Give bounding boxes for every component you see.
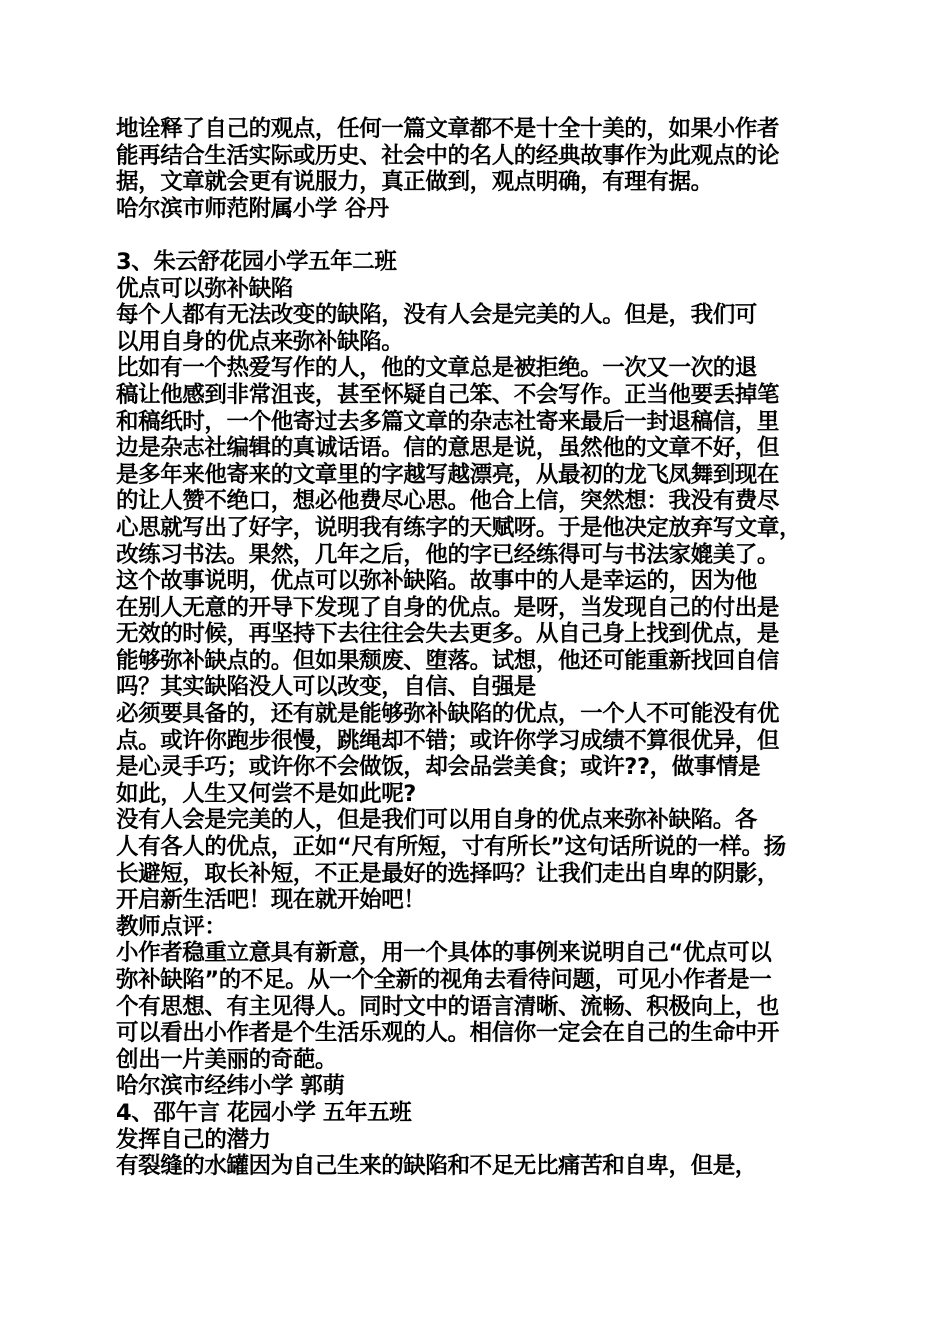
paragraph xyxy=(116,807,851,913)
text-line: 如此，人生又何尝不是如此呢? xyxy=(116,780,416,807)
text-line: 发挥自己的潜力 xyxy=(116,1126,271,1153)
text-line: 改练习书法。果然，几年之后，他的字已经练得可与书法家媲美了。 xyxy=(116,541,780,568)
paragraph xyxy=(116,1100,851,1127)
text-line: 能再结合生活实际或历史、社会中的名人的经典故事作为此观点的论 xyxy=(116,142,780,169)
text-line: 吗？其实缺陷没人可以改变，自信、自强是 xyxy=(116,674,536,701)
text-line: 是心灵手巧；或许你不会做饭，却会品尝美食；或许??，做事情是 xyxy=(116,754,761,781)
paragraph xyxy=(116,1153,851,1180)
text-line: 无效的时候，再坚持下去往往会失去更多。从自己身上找到优点，是 xyxy=(116,621,780,648)
paragraph xyxy=(116,276,851,303)
text-line: 是多年来他寄来的文章里的字越写越漂亮，从最初的龙飞凤舞到现在 xyxy=(116,461,780,488)
paragraph xyxy=(116,568,851,701)
text-line: 人有各人的优点，正如“尺有所短，寸有所长”这句话所说的一样。扬 xyxy=(116,834,786,861)
blank-line xyxy=(116,222,851,249)
text-line: 可以看出小作者是个生活乐观的人。相信你一定会在自己的生命中开 xyxy=(116,1020,780,1047)
text-line: 创出一片美丽的奇葩。 xyxy=(116,1046,338,1073)
paragraph xyxy=(116,1073,851,1100)
text-line: 哈尔滨市经纬小学 郭萌 xyxy=(116,1073,345,1100)
text-line: 地诠释了自己的观点，任何一篇文章都不是十全十美的，如果小作者 xyxy=(116,116,780,142)
text-line: 没有人会是完美的人，但是我们可以用自身的优点来弥补缺陷。各 xyxy=(116,807,757,834)
paragraph xyxy=(116,196,851,223)
text-line: 4、邵午言 花园小学 五年五班 xyxy=(116,1099,412,1126)
text-line: 教师点评： xyxy=(116,913,227,940)
text-line: 这个故事说明，优点可以弥补缺陷。故事中的人是幸运的，因为他 xyxy=(116,568,757,595)
text-line: 的让人赞不绝口，想必他费尽心思。他合上信，突然想：我没有费尽 xyxy=(116,488,780,515)
text-line: 小作者稳重立意具有新意，用一个具体的事例来说明自己“优点可以 xyxy=(116,940,772,967)
text-line: 以用自身的优点来弥补缺陷。 xyxy=(116,328,404,355)
text-line: 必须要具备的，还有就是能够弥补缺陷的优点，一个人不可能没有优 xyxy=(116,701,780,728)
paragraph xyxy=(116,701,851,807)
paragraph xyxy=(116,116,851,196)
text-line: 据，文章就会更有说服力，真正做到，观点明确，有理有据。 xyxy=(116,169,713,196)
paragraph xyxy=(116,1127,851,1154)
text-line: 点。或许你跑步很慢，跳绳却不错；或许你学习成绩不算很优异，但 xyxy=(116,727,780,754)
text-line: 3、朱云舒花园小学五年二班 xyxy=(116,248,397,275)
text-line: 和稿纸时，一个他寄过去多篇文章的杂志社寄来最后一封退稿信，里 xyxy=(116,408,780,435)
paragraph xyxy=(116,302,851,355)
text-line: 开启新生活吧！现在就开始吧！ xyxy=(116,887,426,914)
text-line: 稿让他感到非常沮丧，甚至怀疑自己笨、不会写作。正当他要丢掉笔 xyxy=(116,381,780,408)
text-line: 优点可以弥补缺陷 xyxy=(116,275,293,302)
text-line: 能够弥补缺点的。但如果颓废、堕落。试想，他还可能重新找回自信 xyxy=(116,647,780,674)
text-line: 个有思想、有主见得人。同时文中的语言清晰、流畅、积极向上，也 xyxy=(116,993,780,1020)
paragraph xyxy=(116,249,851,276)
text-line: 心思就写出了好字，说明我有练字的天赋呀。于是他决定放弃写文章， xyxy=(116,514,802,541)
text-line: 长避短，取长补短，不正是最好的选择吗？让我们走出自卑的阴影， xyxy=(116,860,780,887)
text-line: 有裂缝的水罐因为自己生来的缺陷和不足无比痛苦和自卑，但是， xyxy=(116,1153,757,1180)
text-line: 哈尔滨市师范附属小学 谷丹 xyxy=(116,195,389,222)
paragraph xyxy=(116,355,851,568)
text-line: 边是杂志社编辑的真诚话语。信的意思是说，虽然他的文章不好，但 xyxy=(116,435,780,462)
paragraph xyxy=(116,914,851,941)
paragraph xyxy=(116,940,851,1073)
document-page xyxy=(116,116,851,1180)
text-line: 每个人都有无法改变的缺陷，没有人会是完美的人。但是，我们可 xyxy=(116,302,757,329)
text-line: 比如有一个热爱写作的人，他的文章总是被拒绝。一次又一次的退 xyxy=(116,355,757,382)
text-line: 弥补缺陷”的不足。从一个全新的视角去看待问题，可见小作者是一 xyxy=(116,967,772,993)
text-line: 在别人无意的开导下发现了自身的优点。是呀，当发现自己的付出是 xyxy=(116,594,780,621)
